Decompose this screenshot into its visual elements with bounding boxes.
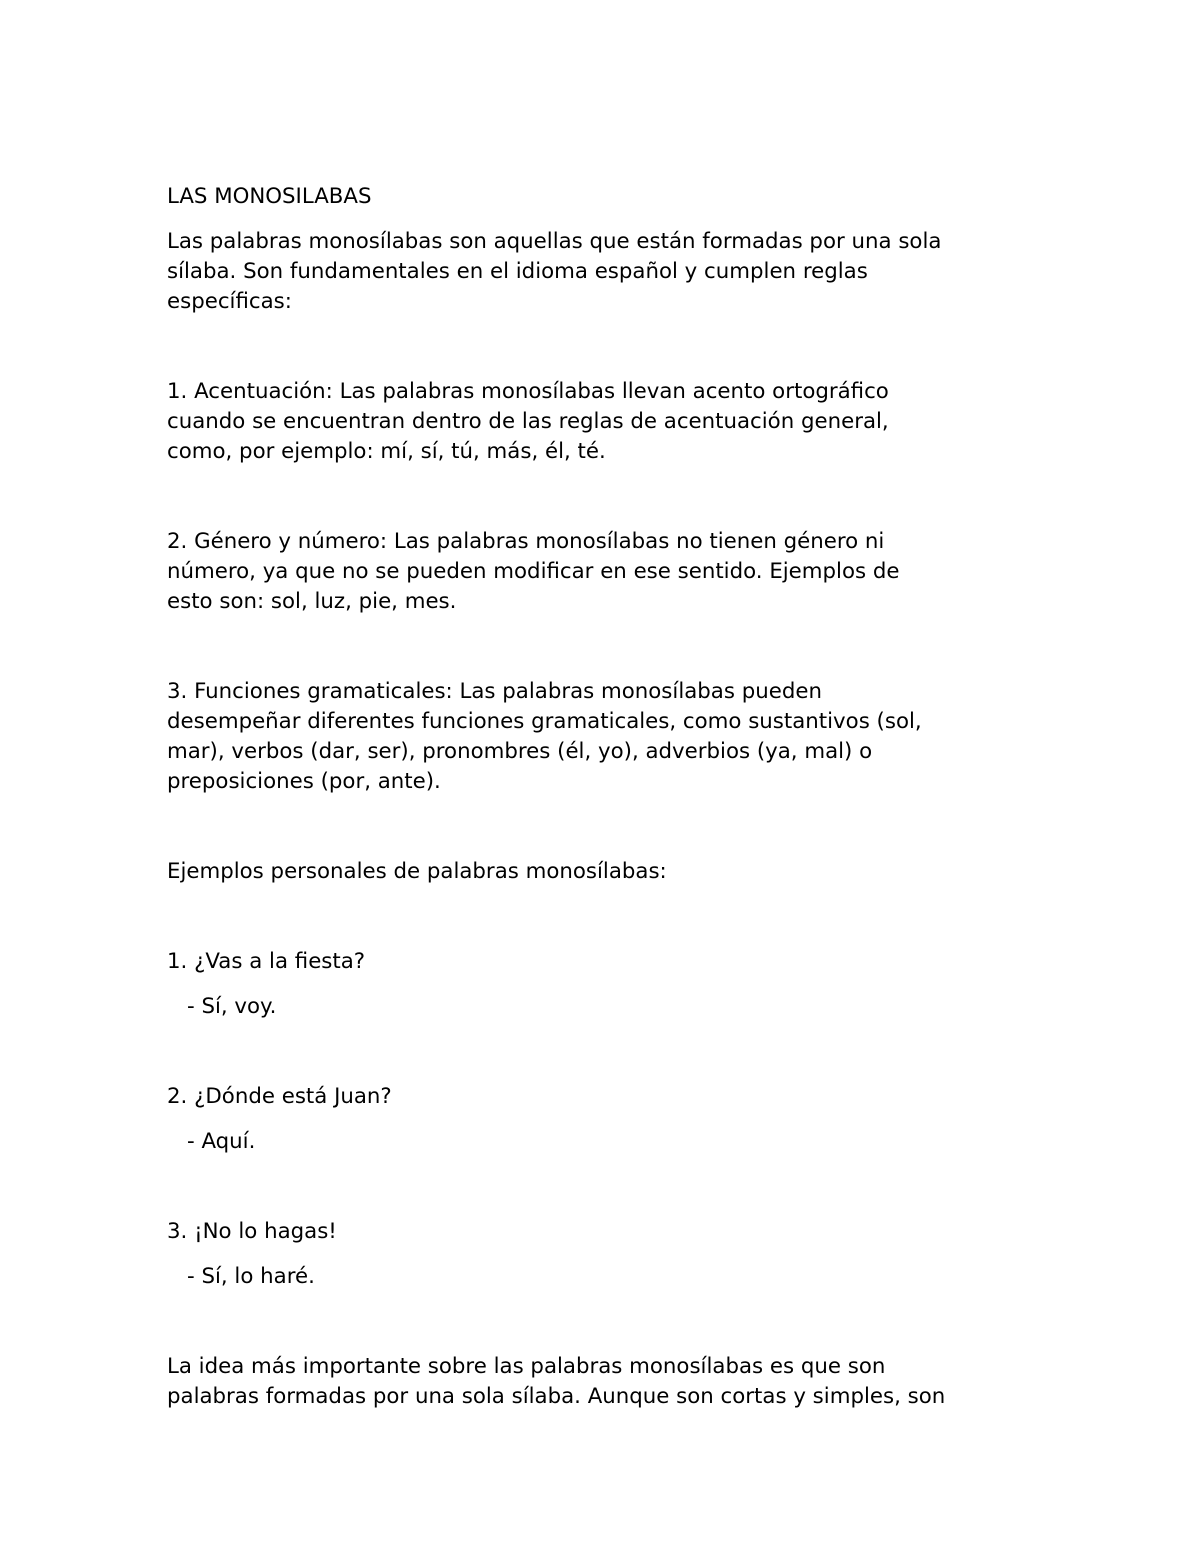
example-question: 1. ¿Vas a la fiesta? (167, 949, 366, 974)
rule-paragraph: 1. Acentuación: Las palabras monosílabas llevan acento ortográfico cuando se encuentran dentro de las reglas de acentuación general, como, por ejemplo: mí, sí, tú, más, él, té. (167, 379, 889, 464)
conclusion-paragraph: La idea más importante sobre las palabras monosílabas es que son palabras formadas por una sola sílaba. Aunque son cortas y simples, son (167, 1354, 946, 1409)
example-answer: - Sí, voy. (187, 994, 277, 1019)
document-title: LAS MONOSILABAS (167, 184, 372, 209)
example-answer: - Aquí. (187, 1129, 256, 1154)
intro-paragraph: Las palabras monosílabas son aquellas que están formadas por una sola sílaba. Son fundamentales en el idioma español y cumplen reglas específicas: (167, 229, 942, 314)
document-body (167, 182, 1067, 1412)
example-question: 2. ¿Dónde está Juan? (167, 1084, 392, 1109)
examples-heading: Ejemplos personales de palabras monosílabas: (167, 859, 667, 884)
example-question: 3. ¡No lo hagas! (167, 1219, 337, 1244)
rule-paragraph: 2. Género y número: Las palabras monosílabas no tienen género ni número, ya que no se pueden modificar en ese sentido. Ejemplos de esto son: sol, luz, pie, mes. (167, 529, 900, 614)
example-answer: - Sí, lo haré. (187, 1264, 315, 1289)
rule-paragraph: 3. Funciones gramaticales: Las palabras monosílabas pueden desempeñar diferentes funciones gramaticales, como sustantivos (sol, mar), verbos (dar, ser), pronombres (él, yo), adverbios (ya, mal) o preposiciones (por, ante). (167, 679, 922, 794)
